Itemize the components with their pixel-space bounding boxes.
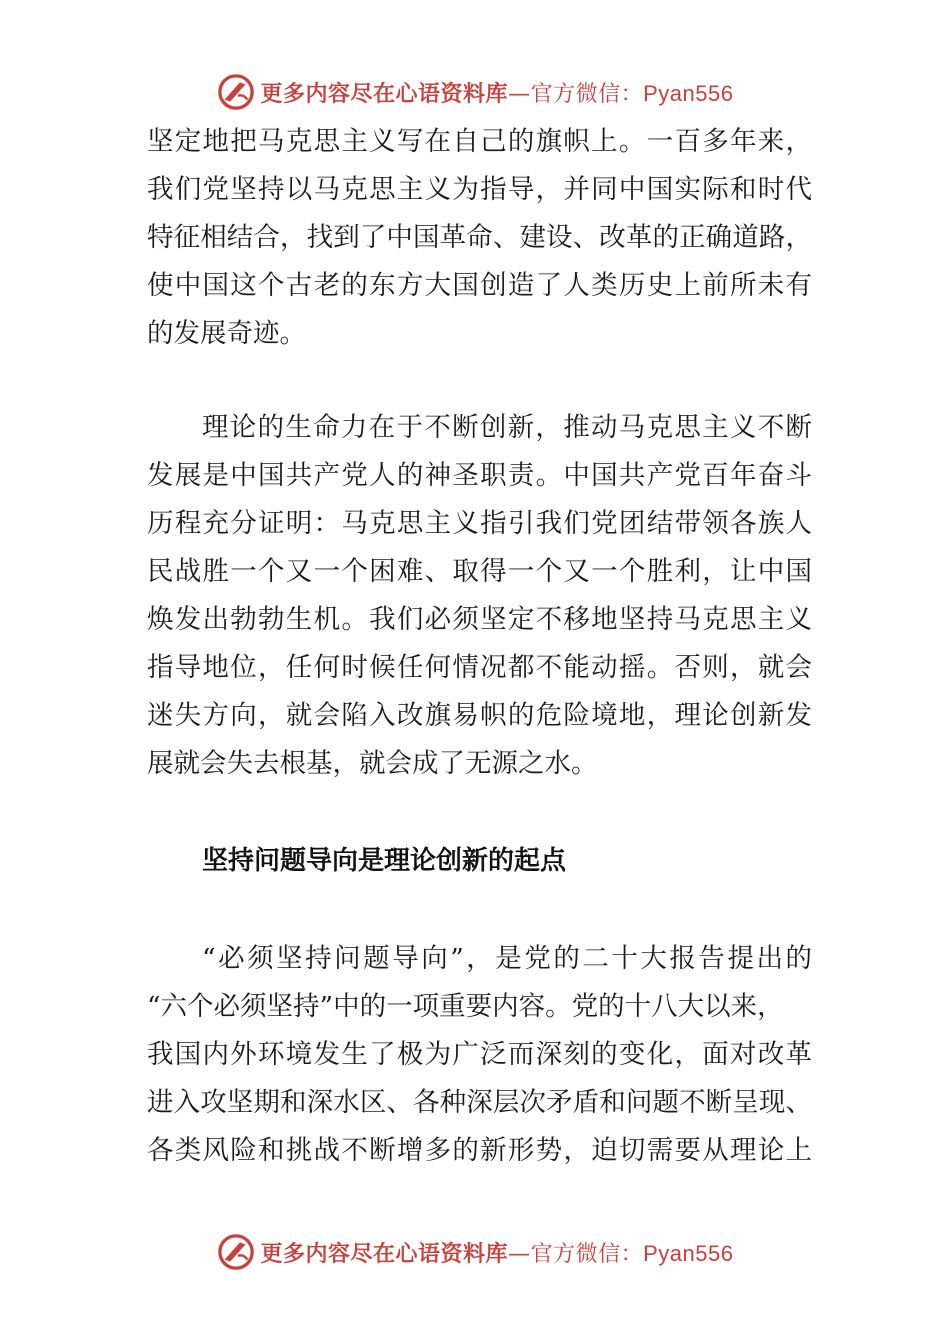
text-line: 焕发出勃勃生机。我们必须坚定不移地坚持马克思主义 xyxy=(147,604,812,635)
banner-text xyxy=(261,77,734,108)
text-line: 的发展奇迹。 xyxy=(147,318,306,349)
banner-main: 更多内容尽在心语资料库 xyxy=(260,81,509,107)
text-line: 坚定地把马克思主义写在自己的旗帜上。一百多年来， xyxy=(147,126,812,157)
text-line: 进入攻坚期和深水区、各种深层次矛盾和问题不断呈现、 xyxy=(147,1087,812,1118)
header-banner xyxy=(0,70,950,114)
wechat-label: 官方微信： xyxy=(530,81,644,107)
text-line: 使中国这个古老的东方大国创造了人类历史上前所未有 xyxy=(147,270,812,301)
logo-icon xyxy=(217,73,255,111)
text-line: 我们党坚持以马克思主义为指导，并同中国实际和时代 xyxy=(147,174,812,205)
text-line: 我国内外环境发生了极为广泛而深刻的变化，面对改革 xyxy=(147,1039,812,1070)
banner-text xyxy=(261,1237,734,1268)
paragraph-2 xyxy=(147,404,812,788)
paragraph-1 xyxy=(147,118,812,358)
logo-icon xyxy=(217,1233,255,1271)
text-line: “必须坚持问题导向”，是党的二十大报告提出的 xyxy=(202,943,812,974)
wechat-label: 官方微信： xyxy=(530,1241,644,1267)
text-line: 民战胜一个又一个困难、取得一个又一个胜利，让中国 xyxy=(147,556,812,587)
banner-separator: — xyxy=(508,1241,531,1267)
text-line: 各类风险和挑战不断增多的新形势，迫切需要从理论上 xyxy=(147,1135,812,1166)
text-line: 展就会失去根基，就会成了无源之水。 xyxy=(147,748,598,779)
text-line: 历程充分证明：马克思主义指引我们党团结带领各族人 xyxy=(147,508,812,539)
wechat-id: Pyan556 xyxy=(643,1240,734,1266)
footer-banner xyxy=(0,1230,950,1274)
paragraph-3 xyxy=(147,935,812,1175)
text-line: 发展是中国共产党人的神圣职责。中国共产党百年奋斗 xyxy=(147,460,812,491)
text-line: 迷失方向，就会陷入改旗易帜的危险境地，理论创新发 xyxy=(147,700,812,731)
banner-separator: — xyxy=(508,81,531,107)
text-line: 理论的生命力在于不断创新，推动马克思主义不断 xyxy=(202,412,812,443)
wechat-id: Pyan556 xyxy=(643,80,734,106)
text-line: “六个必须坚持”中的一项重要内容。党的十八大以来， xyxy=(147,991,784,1022)
banner-main: 更多内容尽在心语资料库 xyxy=(260,1241,509,1267)
section-heading: 坚持问题导向是理论创新的起点 xyxy=(202,846,567,876)
text-line: 指导地位，任何时候任何情况都不能动摇。否则，就会 xyxy=(147,652,812,683)
text-line: 特征相结合，找到了中国革命、建设、改革的正确道路， xyxy=(147,222,812,253)
document-body xyxy=(147,118,812,1175)
